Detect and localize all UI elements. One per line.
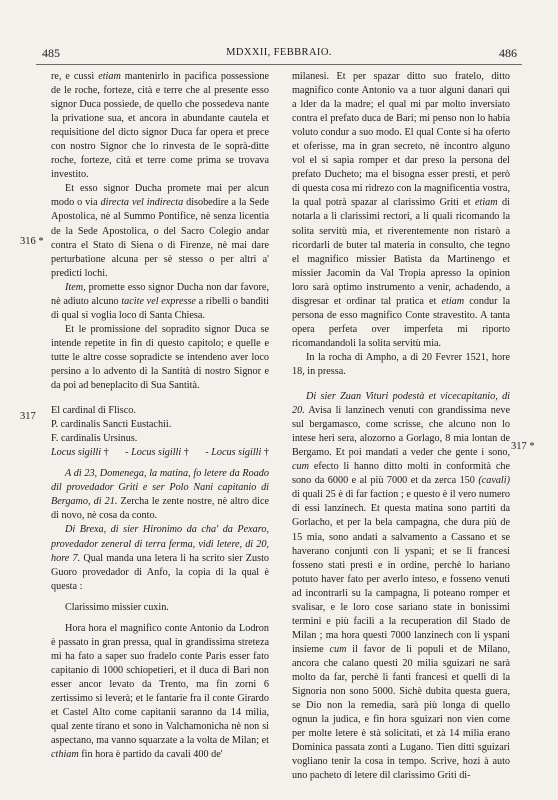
left-paragraph-2 [51, 182, 269, 280]
text: Hora hora el magnifico conte Antonio da Lodron è passato in gran pressa, qual in grandissima streteza mi ha fato a saper suo fradelo conte Paris esser fato capitanio di 1000 schiopetieri, et il duca di Bari non esser ancor levato da Trento, ma fin zorni 6 zertissimo si leverà; et le fantarie fra il conte Girardo et Castel Alto come capitanii saranno da 14 milia, qual zente tirano et sono in Valchamonicha nè non si aspectano, ma vanno squarzate a la volta de Milan; et [51, 622, 269, 747]
text: efecto li hanno ditto molti in conformità che sono da 6000 e al più 7000 et da zerca 150 [292, 461, 510, 487]
text: Avisa li lanzinech venuti con grandissima neve sul bergamasco, come scrisse, che alcuno non lo intese heri sera, alozorno a Gorlago, 8 mia lontan de Bergamo. Et poi mandati a veder che gente i sono, [292, 405, 510, 459]
dagger-symbol: † [103, 447, 109, 459]
text-italic: cum [292, 461, 309, 473]
text: milanesi. Et per spazar ditto suo fratelo, ditto magnifico conte Antonio va a tuor alguni danari qui a lder da la madre; el qual mi par molto inversiato contra el prefato duca de Bari; mi penso non lo habia voluto condur a suo modo. El qual Conte si ha oferto et oferisse, ma in gran secreto, nè incontro alguno vol el si sapia romper et dar preso la persona del prefato Ducheto; ma el bisogna esser presti, et però di questa cosa mi ridrezo con la magnificentia vostra, la qual potrà spazar al clarissimo Griti et [292, 71, 510, 209]
left-paragraph-7 [51, 622, 269, 762]
seal-text: Locus sigilli [211, 447, 262, 459]
right-column [292, 70, 510, 783]
text-italic: directa vel indirecta [100, 197, 184, 209]
text-italic: etiam [475, 197, 498, 209]
text-italic: (cavali) [478, 475, 510, 487]
salutation: Clarissimo missier cuxin. [65, 601, 169, 613]
seal-text: Locus sigilli [51, 447, 102, 459]
text-italic: etiam [441, 295, 465, 307]
margin-number-left-317: 317 [20, 411, 36, 422]
text: a ribelli o banditi di qual si voglia loco di Santa Chiesa. [51, 295, 269, 321]
text: re, e cussì [51, 71, 99, 82]
text-italic: cum [329, 643, 347, 655]
text: Zercha le zente nostre, nè altro dice di novo, nè cosa da conto. [51, 496, 269, 522]
left-column [51, 70, 269, 762]
dagger-symbol: † [183, 447, 189, 459]
right-paragraph-2: In la rocha di Ampho, a di 20 Fevrer 1521, hore 18, in pressa. [292, 351, 510, 377]
text-italic: Di Brexa, di sier Hironimo da cha' da Pexaro, provedador zeneral di terra ferma, vidi letere, di 20, hore 7. [51, 524, 269, 564]
text-italic: cthiam [51, 749, 79, 761]
text: fin hora è partido da cavali 400 de' [78, 749, 223, 761]
running-header: MDXXII, FEBBRAIO. [226, 47, 332, 58]
signature-1: El cardinal di Flisco. [51, 405, 136, 417]
left-paragraph-1 [51, 70, 269, 182]
right-paragraph-1 [292, 70, 510, 351]
text: di notarla a li clarissimi rectori, a li quali ricomando la solita servitù mia, et riverentemente non ristarò a ricordarli de buter tal materia in consulto, che tegno el magnifico missier Batista da Martinengo et missier Jacomin da Val Tropia apresso la opinion loro sarà optimo instrumento a venir, achadendo, a disgresar et ordinar tal pratica et [292, 197, 510, 307]
text-italic: tacite vel expresse [121, 295, 196, 307]
text: promette esso signor Ducha non dar favore, nè adiuto alcuno [51, 281, 269, 307]
right-paragraph-3 [292, 390, 510, 783]
left-paragraph-4: Et le promissione del sopradito signor Duca se intende repetite in fin di questo capitolo; e quelle e tutte le altre cosse sopradicte se intendeno aver loco persino a lo advento di la Santità di nostro Signor e da poi ad beneplacito di Sua Santità. [51, 323, 269, 392]
header-rule [36, 64, 522, 65]
margin-number-left-316: 316 * [20, 236, 44, 247]
page-number-right: 486 [499, 46, 517, 60]
text: il favor de li populi et de Milano, ancora che calano questi 20 milia sguizari ne sarà molto da far, perchè li fanti francesi et quelli di la Signoria non sono 5000. Sichè dubita questa guera, se Dio non la remedia, sarà più longa di quello ognun la judica, e fin hora sguizari non vien come per molte letere è stà solicitati, et zà 14 milia erano Dominica passata zonti a Lugano. Tien ditti sguizari vogliano tenir la cosa in tempo. Scrive, hozi à auto uno pacheto di letere dil clarissimo Griti di- [292, 643, 511, 782]
dagger-symbol: † [263, 447, 269, 459]
left-paragraph-6 [51, 523, 269, 593]
page-number-left: 485 [42, 46, 60, 60]
text: Et esso signor Ducha promete mai per alcun modo o via [51, 183, 269, 209]
left-paragraph-3 [51, 281, 269, 323]
text-italic: etiam [98, 71, 121, 82]
text: di quali 25 è di far faction ; e questo è il vero numero di essi lanzinech. Et questa matina sono partiti da Gorlacho, et per la bela campagna, che dura più de 15 mia, sono andati a salvamento a Cassano et se haverano conjunti con li yspani; et se li francesi fosseno stati presti e in ordine, perchè lo hariano potuto haver fato per averlo inteso, e fosseno venuti ad incontrarli su la campagna, li poteano romper et svalisar, e le loro cose sariano state in bonissimi termini e più facili a la recuperation dil Stado de Milan ; ma hora questi 7000 lanzinech con li yspani insieme [292, 489, 510, 655]
text: de le roche, forteze, cità e terre che al presente esso signor Duca possiede, de quello che possedeva nante la privatione sua, et ancora in abundante cautela et requisitione del dicto signor Duca far opera et prece con nostro Signor che lo rinvesta de le soprà-ditte roche, forteze, cità et terre come prima se trovava investito. [51, 85, 269, 181]
signature-2: P. cardinalis Sancti Eustachii. [51, 419, 172, 431]
text: mantenirlo in pacifica possessione [120, 71, 269, 82]
text-italic: A dì 23, Domenega, la matina, fo letere da Roado dil provedador Griti e ser Polo Nani capitanio di Bergamo, di 21. [51, 468, 269, 508]
seal-line: Locus sigilli † - Locus sigilli † - Locus sigilli † [51, 447, 269, 459]
text-italic: Di sier Zuan Vituri podestà et vicecapitanio, di 20. [292, 391, 510, 417]
seal-text: Locus sigilli [131, 447, 182, 459]
margin-number-right-317: 317 * [511, 441, 535, 452]
left-paragraph-5 [51, 467, 269, 523]
text: Qual manda una letera li ha scrito sier Zusto Guoro provedador di Anfo, la copia di la qual è questa : [51, 552, 269, 592]
text-italic: Item, [65, 281, 86, 293]
signature-3: F. cardinalis Ursinus. [51, 433, 138, 445]
text: condur la persona de esso magnifico Conte stravestito. A tanta opera perfeta over imperfeta mi riporto ricomandandoli la solita servitù mia. [292, 295, 510, 349]
text: disobedire a la Sede Apostolica, nè al Summo Pontifice, nè senza licentia de la Sede Apostolica, o del Sacro Colegio andar contra el Stato di Siena o di Firenze, nè mai dare perturbatione alcuna per sè stesso o per altri a' predicti lochi. [51, 197, 270, 279]
